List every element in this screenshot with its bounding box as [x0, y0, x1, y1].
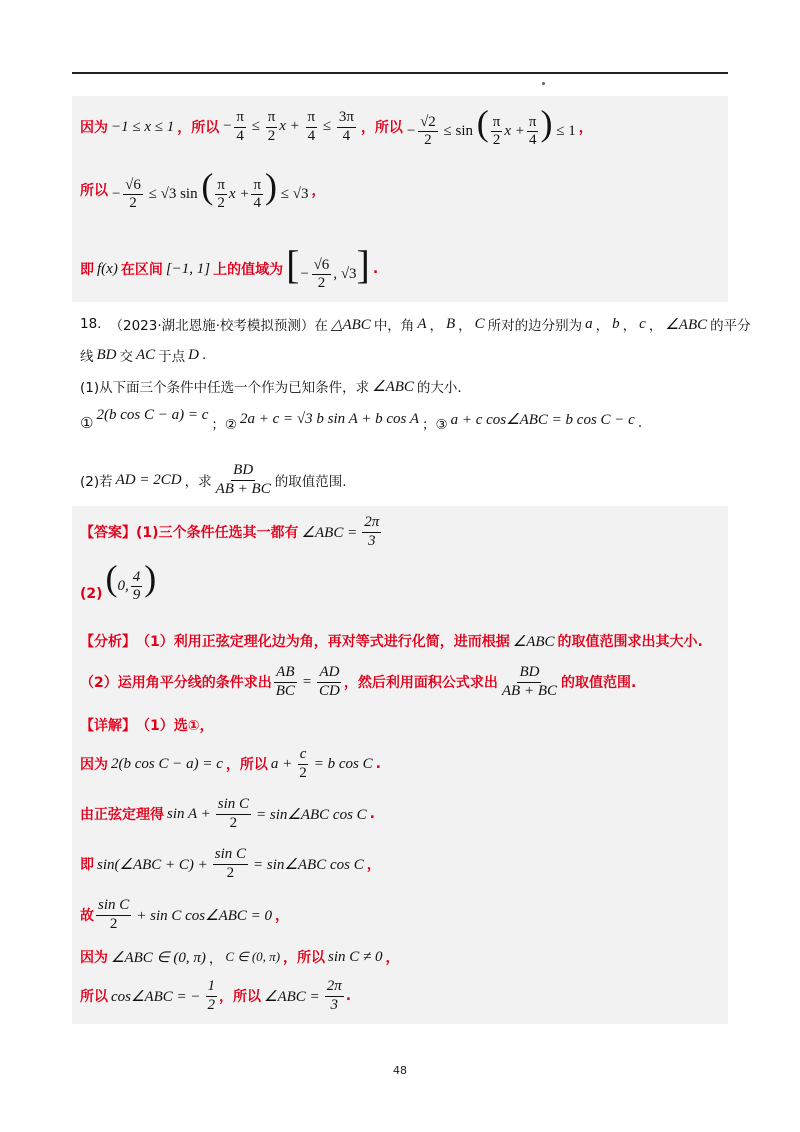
text: (1)三个条件任选其一都有: [136, 525, 299, 541]
sym: x +: [279, 118, 300, 135]
analysis-line-2: [80, 658, 636, 706]
den: 2: [317, 275, 326, 292]
text: （2）运用角平分线的条件求出: [80, 675, 272, 691]
text: 因为: [80, 757, 108, 773]
num: π: [215, 177, 227, 195]
sym: (: [105, 557, 118, 598]
text: ，: [458, 318, 472, 334]
fraction: [234, 109, 246, 145]
header-dot: [542, 82, 545, 85]
text: （1）利用正弦定理化边为角，再对等式进行化简，进而根据: [136, 634, 510, 650]
math-angle: ∠ABC: [372, 378, 414, 395]
sym: ≤ 1: [556, 122, 576, 139]
text: ，: [208, 951, 223, 967]
fraction: [206, 978, 218, 1014]
math: AD = 2CD: [115, 471, 182, 488]
sym: ≤: [148, 185, 157, 202]
math: sin C ≠ 0: [328, 948, 383, 965]
sym: ≤: [322, 118, 332, 135]
sym: −: [299, 266, 310, 283]
detail-line-1: [80, 712, 214, 738]
num: π: [234, 109, 246, 127]
den: 4: [342, 127, 351, 144]
sym: √3 sin: [160, 185, 198, 202]
text: 即: [80, 262, 94, 278]
math-inequality: −1 ≤ x ≤ 1: [111, 118, 175, 135]
detail-line-4: [80, 842, 381, 886]
sym: −: [111, 185, 122, 202]
fraction: [500, 664, 559, 700]
text: 线: [80, 349, 94, 365]
den: 2: [109, 915, 118, 932]
den: AB + BC: [215, 480, 271, 497]
num: AB: [274, 664, 296, 682]
text: ，: [595, 318, 610, 334]
num: sin C: [216, 796, 251, 814]
fraction: [96, 897, 131, 933]
text: .: [637, 415, 643, 431]
math: a +: [270, 755, 293, 772]
den: 4: [236, 127, 244, 144]
math: = b cos C: [313, 755, 373, 772]
fraction: [216, 796, 251, 832]
math: b: [612, 315, 620, 332]
text: .: [369, 806, 375, 822]
text: .: [372, 261, 379, 277]
fraction: [306, 109, 318, 145]
text: ，所以: [225, 757, 268, 773]
fraction: [123, 177, 143, 213]
text: 所对的边分别为: [487, 318, 583, 334]
text: ，所以: [360, 120, 403, 136]
fraction: [131, 569, 143, 605]
condition-marker: ①: [80, 414, 94, 432]
text: ，: [385, 950, 400, 966]
text: (1)从下面三个条件中任选一个作为已知条件，求: [80, 380, 370, 396]
num: sin C: [213, 846, 248, 864]
math: ∠ABC ∈ (0, π): [111, 949, 206, 966]
text: ，然后利用面积公式求出: [343, 675, 498, 691]
math: sin A +: [167, 805, 211, 822]
answer-tag: 【答案】: [80, 525, 136, 541]
text: 因为: [80, 120, 108, 136]
fraction: [527, 114, 539, 150]
question-18-line-1: [80, 312, 751, 336]
text: 的平分: [710, 318, 751, 334]
sym: ): [144, 557, 157, 598]
fraction: [214, 462, 273, 498]
analysis-tag: 【分析】: [80, 634, 136, 650]
text: ，: [366, 857, 381, 873]
den: 3: [330, 996, 338, 1013]
fraction: [274, 664, 297, 700]
num: AD: [317, 664, 341, 682]
den: 2: [424, 131, 432, 148]
sym: 0,: [117, 577, 129, 594]
solution-line-3: [80, 243, 378, 295]
text: .: [345, 988, 352, 1004]
fraction: [325, 978, 344, 1014]
den: 9: [132, 586, 141, 603]
text: 所以: [80, 989, 108, 1005]
text: ，所以: [177, 120, 220, 136]
sym: =: [301, 673, 313, 690]
num: √6: [312, 257, 332, 275]
detail-line-3: [80, 792, 375, 836]
den: 3: [367, 532, 376, 549]
text: (2)若: [80, 474, 113, 490]
math: ∠ABC =: [301, 524, 358, 541]
text: 因为: [80, 950, 108, 966]
sym: , √3: [333, 266, 357, 283]
math: + sin C cos∠ABC = 0: [136, 907, 273, 924]
math: 2(b cos C − a) = c: [111, 755, 223, 772]
detail-line-5: [80, 893, 289, 937]
num: π: [251, 177, 263, 195]
text: ，: [275, 908, 290, 924]
math: BD: [96, 346, 117, 363]
fraction: [337, 109, 356, 145]
sym: x +: [228, 185, 250, 202]
num: sin C: [96, 897, 131, 915]
math-range: [− $\frac{√6}{2}$ , √3]: [286, 242, 370, 292]
condition-marker: ；③: [422, 417, 448, 433]
fraction: [215, 177, 227, 213]
question-18-part-2: [80, 456, 347, 504]
num: c: [298, 746, 309, 764]
math: B: [445, 315, 456, 332]
math: AC: [136, 346, 156, 363]
math-triangle: △ABC: [330, 316, 371, 333]
math-condition-3: a + c cos∠ABC = b cos C − c: [450, 411, 635, 428]
math-range: − $\frac{√6}{2}$ ≤ √3 sin ( $\frac{\pi}{2}$ x + $\frac{\pi}{4}$ ) ≤ √3: [111, 165, 309, 211]
den: 4: [253, 194, 261, 211]
text: 即: [80, 857, 94, 873]
math: c: [639, 315, 646, 332]
text: （1）选①，: [136, 718, 214, 734]
detail-line-2: [80, 742, 381, 786]
math-condition-2: 2a + c = √3 b sin A + b cos A: [239, 410, 419, 427]
text: 的取值范围.: [561, 675, 637, 691]
sym: ≤: [251, 118, 260, 135]
num: 1: [206, 978, 218, 996]
num: 2π: [362, 514, 381, 532]
text: 于点: [158, 349, 186, 365]
text: 上的值域为: [213, 262, 284, 278]
num: 3π: [337, 109, 356, 127]
den: AB + BC: [501, 682, 558, 699]
text: (2): [80, 586, 103, 602]
question-18-part-1: [80, 374, 462, 398]
math-condition-1: 2(b cos C − a) = c: [96, 406, 209, 423]
text: 中，角: [373, 318, 415, 334]
question-18-line-2: [80, 343, 206, 367]
text: ，所以: [219, 989, 262, 1005]
text: 的大小.: [416, 380, 462, 396]
num: π: [266, 109, 278, 127]
den: 2: [267, 127, 276, 144]
text: ，求: [184, 474, 212, 490]
sym: ≤: [443, 122, 452, 139]
sym: −: [222, 118, 233, 135]
num: 4: [131, 569, 143, 587]
math-angle: ∠ABC: [665, 316, 708, 333]
num: √6: [123, 177, 143, 195]
fraction: [418, 114, 438, 150]
text: 的取值范围求出其大小.: [557, 634, 703, 650]
text: 故: [80, 908, 94, 924]
fraction: [297, 746, 309, 782]
text: ，: [648, 318, 663, 334]
math: sin(∠ABC + C) +: [97, 856, 208, 873]
text: ，: [578, 120, 593, 136]
math: a: [585, 315, 593, 332]
fraction: [266, 109, 278, 145]
den: 4: [307, 127, 316, 144]
den: 2: [207, 996, 216, 1013]
solution-line-2: [80, 166, 326, 214]
detail-line-7: [80, 974, 351, 1018]
text: ，: [311, 183, 326, 199]
math: cos∠ABC = −: [111, 988, 201, 1005]
den: 2: [299, 764, 307, 781]
den: 4: [528, 131, 537, 148]
den: BC: [275, 682, 295, 699]
sym: x +: [504, 122, 525, 139]
text: 由正弦定理得: [80, 807, 164, 823]
question-source: （2023·湖北恩施·校考模拟预测）在: [109, 318, 328, 334]
num: BD: [517, 664, 541, 682]
fraction: [251, 177, 263, 213]
num: π: [491, 114, 503, 132]
answer-line-2: [80, 556, 159, 608]
header-rule: [72, 72, 728, 74]
fraction: [213, 846, 248, 882]
math-range: [222, 109, 358, 145]
sym: ≤ √3: [280, 185, 309, 202]
math: A: [417, 315, 427, 332]
text: 的取值范围.: [274, 474, 347, 490]
detail-tag: 【详解】: [80, 718, 136, 734]
text: 交: [119, 349, 133, 365]
math: ∠ABC =: [264, 988, 320, 1005]
math: C: [474, 315, 485, 332]
num: BD: [231, 462, 255, 480]
num: π: [306, 109, 318, 127]
question-number: 18.: [80, 316, 102, 332]
num: π: [527, 114, 539, 132]
math: = sin∠ABC cos C: [253, 856, 364, 873]
den: 2: [229, 814, 238, 831]
den: CD: [319, 682, 340, 699]
text: ，所以: [283, 950, 326, 966]
text: 所以: [80, 183, 108, 199]
page-number: 48: [393, 1064, 407, 1077]
question-18-conditions: [80, 407, 642, 439]
den: 2: [217, 194, 225, 211]
fraction: [362, 514, 381, 550]
sym: sin: [455, 122, 474, 139]
sym: −: [405, 122, 417, 139]
math-sin-range: − $\frac{√2}{2}$ ≤ sin ( $\frac{\pi}{2}$ x + $\frac{\pi}{4}$ ) ≤ 1: [405, 102, 576, 148]
fraction: [491, 114, 503, 150]
text: 在区间: [120, 262, 163, 278]
math-interval: [−1, 1]: [165, 260, 211, 277]
den: 2: [492, 131, 501, 148]
detail-line-6: [80, 944, 400, 970]
math-interval: [105, 557, 157, 604]
text: ，: [429, 318, 443, 334]
analysis-line-1: [80, 626, 703, 656]
solution-line-1: [80, 103, 593, 151]
math-angle: ∠ABC: [512, 633, 555, 650]
text: .: [202, 347, 207, 363]
num: 2π: [325, 978, 344, 996]
fraction: [312, 257, 332, 293]
math-fx: f(x): [97, 260, 118, 277]
text: ，: [622, 318, 637, 334]
den: 2: [129, 194, 137, 211]
den: 2: [226, 864, 235, 881]
condition-marker: ；②: [211, 417, 237, 433]
text: .: [375, 756, 381, 772]
math: D: [188, 346, 200, 363]
math: C ∈ (0, π): [225, 949, 281, 964]
math: = sin∠ABC cos C: [256, 806, 367, 823]
num: √2: [418, 114, 438, 132]
fraction: [317, 664, 342, 700]
answer-line-1: [80, 510, 383, 554]
